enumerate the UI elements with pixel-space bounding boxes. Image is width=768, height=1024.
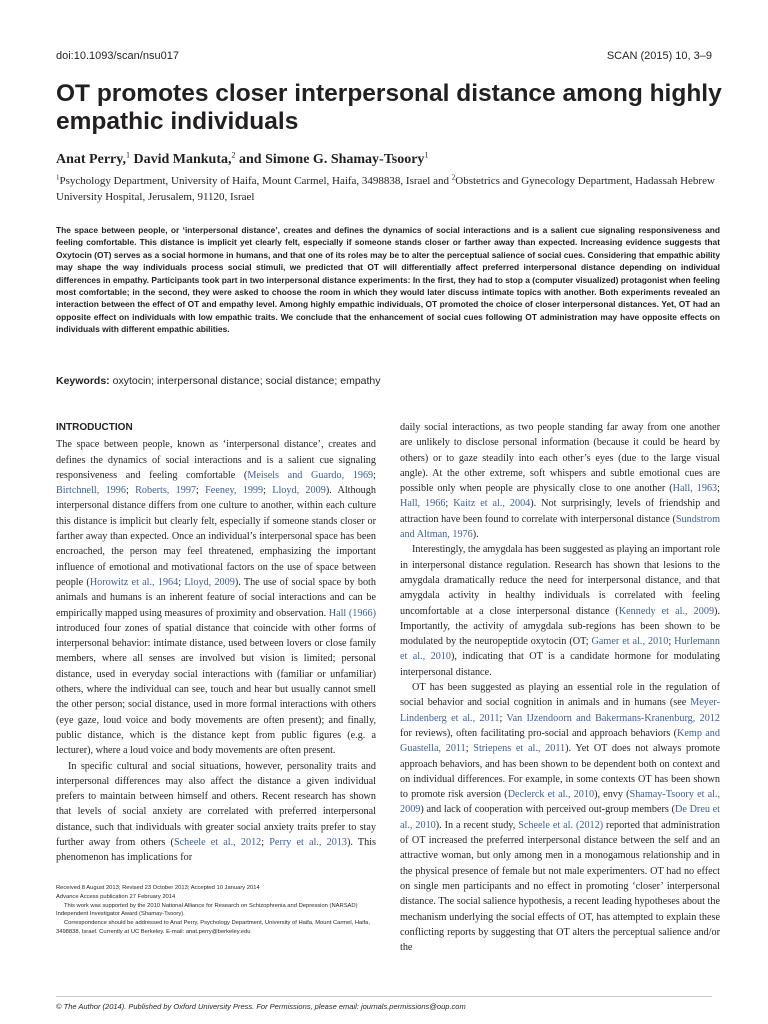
footnotes — [56, 884, 376, 937]
citation-link[interactable]: Scheele et al. (2012) — [518, 819, 604, 831]
author-sup: 1 — [125, 150, 130, 160]
author-list — [56, 152, 428, 168]
citation-link[interactable]: De Dreu et al., 2010 — [400, 804, 720, 831]
citation-link[interactable]: Lloyd, 2009 — [184, 576, 235, 588]
paragraph: In specific cultural and social situations, however, personality traits and interpersonal differences may also affect the distance a given individual prefers to maintain between himself and others. Recent research has shown that levels of social anxiety are correlated with preferred interpersonal distance, such that individuals with greater social anxiety traits prefer to stay further away from others (Scheele et al., 2012; Perry et al., 2013). This phenomenon has implications for — [56, 760, 377, 864]
author-mankuta: David Mankuta, — [133, 152, 232, 167]
right-column — [400, 420, 720, 955]
left-column — [56, 420, 376, 866]
author-sup: 2 — [231, 150, 236, 160]
citation-link[interactable]: Gamer et al., 2010 — [591, 636, 669, 648]
citation-link[interactable]: Meisels and Guardo, 1969 — [247, 469, 374, 481]
doi-link[interactable]: doi:10.1093/scan/nsu017 — [56, 50, 179, 62]
citation-link[interactable]: Van IJzendoorn and Bakermans-Kranenburg, 2012 — [506, 712, 720, 724]
citation-link[interactable]: Hurlemann et al., 2010 — [400, 636, 720, 663]
citation-link[interactable]: Kennedy et al., 2009 — [618, 605, 715, 617]
citation-link[interactable]: Hall (1966) — [328, 607, 376, 619]
citation-link[interactable]: Meyer-Lindenberg et al., 2011 — [400, 697, 720, 724]
article-title: OT promotes closer interpersonal distance among highly empathic individuals — [56, 80, 722, 135]
citation-link[interactable]: Hall, 1963 — [672, 483, 718, 495]
citation-link[interactable]: Striepens et al., 2011 — [473, 743, 566, 755]
section-heading-introduction: INTRODUCTION — [56, 422, 133, 433]
affiliations — [56, 173, 716, 205]
citation-link[interactable]: Shamay-Tsoory et al., 2009 — [400, 789, 721, 816]
keywords — [56, 375, 381, 387]
citation-link[interactable]: Horowitz et al., 1964 — [89, 576, 179, 588]
citation-link[interactable]: Perry et al., 2013 — [269, 837, 347, 849]
paragraph: OT has been suggested as playing an essential role in the regulation of social behavior and social cognition in animals and in humans (see Meyer-Lindenberg et al., 2011; Van IJzendoorn and Bakermans-Kranenburg, 2012 for reviews), often facilitating pro-social and approach behaviors (Kemp and Guastella, 2011; Striepens et al., 2011). Yet OT does not always promote approach behaviors, and has been shown to be dependent both on context and on individual differences. For example, in some contexts OT has been shown to promote risk aversion (Declerck et al., 2010), envy (Shamay-Tsoory et al., 2009) and lack of cooperation with perceived out-group members (De Dreu et al., 2010). In a recent study, Scheele et al. (2012) reported that administration of OT increased the preferred interpersonal distance between the self and an attractive woman, but only among men in a monogamous relationship and in the physical presence of female but not male experimenters. OT had no effect on single men participants and no effect in promoting ‘closer’ interpersonal distance. The social salience hypothesis, a recent leading hypotheses about the mechanism underlying the social effects of OT, has attempted to explain these conflicting reports by suggesting that OT alters the perceptual salience and/or the — [400, 682, 721, 954]
author-sup: 1 — [424, 150, 429, 160]
paragraph: daily social interactions, as two people standing far away from one another are unlikely to disclose personal information (because it could be heard by others) or to gaze steadily into each other’s eyes (due to the large visual angle). At the other extreme, soft whispers and subtle emotional cues are possible only when people are physically close to one another (Hall, 1963; Hall, 1966; Kaitz et al., 2004). Not surprisingly, levels of friendship and attraction have been found to correlate with interpersonal distance (Sundstrom and Altman, 1976). — [400, 422, 721, 541]
paragraph: The space between people, known as ‘interpersonal distance’, creates and defines the dynamics of social interactions and is a salient cue signaling responsiveness and feeling comfortable (Meisels and Guardo, 1969; Birtchnell, 1996; Roberts, 1997; Feeney, 1999; Lloyd, 2009). Although interpersonal distance differs from one culture to another, within each culture this distance is implicit but clearly felt, especially if someone stands closer or farther away than expected. Once an individual’s interpersonal space has been encroached, the person may feel threatened, emphasizing the important influence of emotional and motivational factors on the use of space between people (Horowitz et al., 1964; Lloyd, 2009). The use of social space by both animals and humans is an inherent feature of social interactions and can be empirically mapped using measures of proximity and observation. Hall (1966) introduced four zones of spatial distance that coincide with other forms of interpersonal behavior: intimate distance, used between lovers or close family members, where all senses are involved but vision is limited; personal distance, used in everyday social interactions with (familiar or unfamiliar) others, where the individual can see, touch and hear but usually cannot smell the other person; social distance, used in more formal interactions with others (eye gaze, loud voice and body movements are often present); and finally, public distance, which is the distance kept from public figures (e.g. a lecturer), where a loud voice and body movements are often present. — [56, 439, 376, 757]
footer-divider — [56, 996, 712, 997]
author-joiner: and — [239, 152, 262, 167]
keywords-text: oxytocin; interpersonal distance; social distance; empathy — [112, 375, 381, 387]
copyright-notice: © The Author (2014). Published by Oxford University Press. For Permissions, please email: journals.permissions@oup.com — [56, 1002, 466, 1011]
footnote-correspondence: Correspondence should be addressed to Anat Perry, Psychology Department, University of Haifa, Mount Carmel, Haifa, 3498838, Israel. Currently at UC Berkeley. E-mail: anat.perry@berkeley.edu — [56, 920, 370, 935]
affil-sup: 1 — [56, 173, 60, 182]
running-header — [56, 50, 712, 64]
author-shamay-tsoory: Simone G. Shamay-Tsoory — [265, 152, 425, 167]
citation-link[interactable]: Scheele et al., 2012 — [173, 837, 262, 849]
citation-link[interactable]: Feeney, 1999 — [205, 485, 264, 497]
affil-text: Obstetrics and Gynecology Department, Hadassah Hebrew University Hospital, Jerusalem, 91120, Israel — [56, 175, 715, 203]
footnote-received: Received 8 August 2013; Revised 23 October 2013; Accepted 10 January 2014 — [56, 885, 260, 891]
citation-link[interactable]: Declerck et al., 2010 — [507, 789, 595, 801]
citation-link[interactable]: Lloyd, 2009 — [272, 485, 326, 497]
paragraph: Interestingly, the amygdala has been suggested as playing an important role in interpersonal distance regulation. Research has shown that lesions to the amygdala dramatically reduce the need for interpersonal distance, and that amygdala activity in healthy individuals is correlated with feeling uncomfortable at a close interpersonal distance (Kennedy et al., 2009). Importantly, the activity of amygdala sub-regions has been shown to be modulated by the neuropeptide oxytocin (OT; Gamer et al., 2010; Hurlemann et al., 2010), indicating that OT is a candidate hormone for modulating interpersonal distance. — [400, 544, 720, 678]
citation-link[interactable]: Roberts, 1997 — [135, 485, 197, 497]
author-perry: Anat Perry, — [56, 152, 126, 167]
footnote-advance: Advance Access publication 27 February 2014 — [56, 893, 176, 900]
citation-link[interactable]: Hall, 1966 — [400, 498, 446, 510]
citation-link[interactable]: Kaitz et al., 2004 — [453, 498, 531, 510]
keywords-label: Keywords: — [56, 375, 110, 387]
citation-link[interactable]: Kemp and Guastella, 2011 — [400, 727, 720, 755]
citation-link[interactable]: Birtchnell, 1996 — [56, 485, 126, 497]
citation-link[interactable]: Sundstrom and Altman, 1976 — [400, 513, 720, 541]
journal-citation: SCAN (2015) 10, 3–9 — [606, 50, 712, 62]
footnote-support: This work was supported by the 2010 National Alliance for Research on Schizophrenia and Depression (NARSAD) Independent Investigator Award (Shamay-Tsoory). — [56, 902, 358, 918]
abstract: The space between people, or ‘interpersonal distance’, creates and defines the dynamics of social interactions and is a salient cue signaling responsiveness and feeling comfortable. This distance is implicit yet clearly felt, especially if someone stands closer or farther away than expected. Increasing evidence suggests that Oxytocin (OT) serves as a social hormone in humans, and that one of its roles may be to alter the perceptual salience of social cues. Considering that empathic ability may shape the way individuals process social stimuli, we predicted that OT will differentially affect preferred interpersonal distance depending on individual differences in empathy. Participants took part in two interpersonal distance experiments: In the first, they had to stop a (computer visualized) protagonist when feeling most comfortable; in the second, they were asked to choose the room in which they would later discuss intimate topics with another. Both experiments revealed an interaction between the effect of OT and empathy level. Among highly empathic individuals, OT promoted the choice of closer interpersonal distances. Yet, OT had an opposite effect on individuals with low empathic traits. We conclude that the enhancement of social cues following OT administration may have opposite effects on individuals with different empathic abilities. — [56, 225, 720, 335]
affil-text: Psychology Department, University of Haifa, Mount Carmel, Haifa, 3498838, Israel and — [59, 175, 452, 187]
affil-sup: 2 — [451, 173, 456, 182]
